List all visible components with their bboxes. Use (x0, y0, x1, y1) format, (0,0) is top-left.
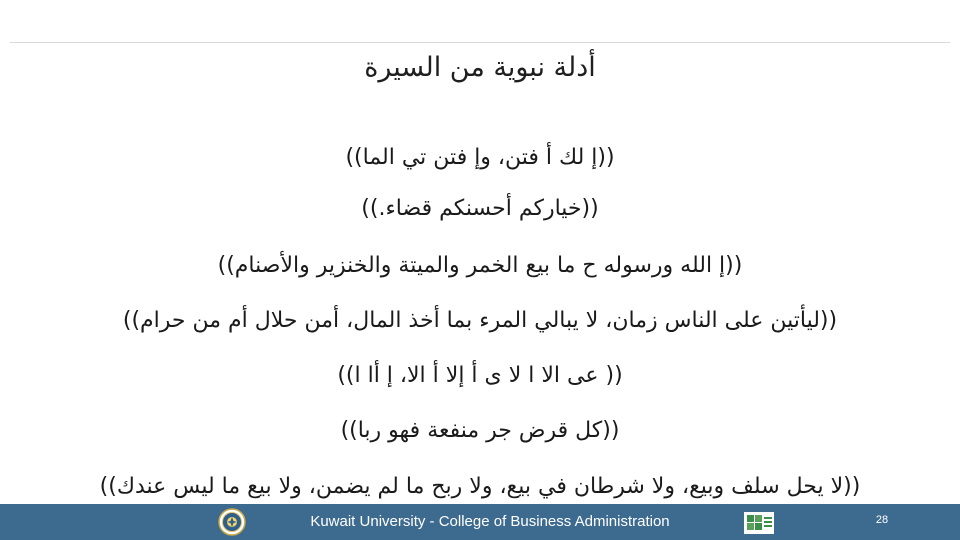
slide-title: أدلة نبوية من السيرة (364, 52, 596, 83)
hadith-line-7: ((لا يحل سلف وبيع، ولا شرطان في بيع، ولا ربح ما لم يضمن، ولا بيع ما ليس عندك)) (99, 474, 861, 499)
footer-bar (0, 504, 960, 540)
top-divider (10, 42, 950, 43)
university-seal-icon (218, 508, 246, 536)
college-logo-icon (744, 512, 774, 534)
hadith-line-3: ((إ الله ورسوله ح ما بيع الخمر والميتة والخنزير والأصنام)) (217, 253, 743, 278)
hadith-line-4: ((ليأتين على الناس زمان، لا يبالي المرء بما أخذ المال، أمن حلال أم من حرام)) (122, 308, 838, 333)
footer-text: Kuwait University - College of Business Administration (310, 513, 670, 530)
page-number: 28 (875, 514, 889, 526)
hadith-line-5: (( عى الا ا لا ى أ إلا أ الا، إ أا ا)) (337, 363, 623, 388)
hadith-line-1: ((إ لك أ فتن، وإ فتن تي الما)) (345, 145, 615, 170)
hadith-line-6: ((كل قرض جر منفعة فهو ربا)) (340, 418, 620, 443)
hadith-line-2: ((خياركم أحسنكم قضاء.)) (361, 196, 599, 221)
